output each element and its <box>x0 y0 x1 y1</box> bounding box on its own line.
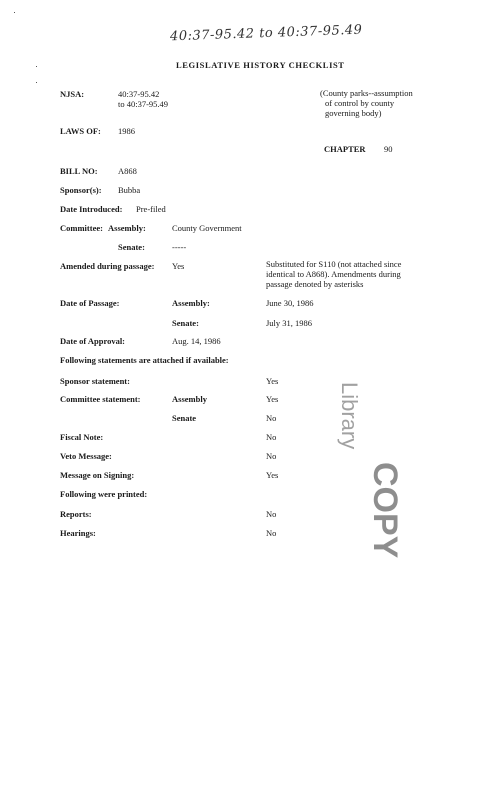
following-printed-heading: Following were printed: <box>60 489 148 499</box>
stamp-text-copy: COPY <box>366 462 404 559</box>
message-on-signing-label: Message on Signing: <box>60 470 135 480</box>
message-on-signing-value: Yes <box>266 470 279 480</box>
committee-statement-senate-value: No <box>266 413 277 423</box>
scan-speck <box>36 82 37 83</box>
njsa-value-line1: 40:37-95.42 <box>118 89 160 99</box>
date-introduced-label: Date Introduced: <box>60 204 123 214</box>
handwritten-note: 40:37-95.42 to 40:37-95.49 <box>169 22 363 45</box>
scan-speck <box>14 12 15 13</box>
sponsor-statement-label: Sponsor statement: <box>60 376 130 386</box>
passage-assembly-value: June 30, 1986 <box>266 298 314 308</box>
library-stamp <box>318 232 408 572</box>
scan-speck <box>36 66 37 67</box>
stamp-text-library: Library <box>337 382 362 450</box>
subject-line2: of control by county <box>325 98 395 108</box>
committee-statement-assembly-value: Yes <box>266 394 279 404</box>
fiscal-note-value: No <box>266 432 277 442</box>
chapter-value: 90 <box>384 144 393 154</box>
following-attached-heading: Following statements are attached if available: <box>60 355 229 365</box>
bill-no-label: BILL NO: <box>60 166 98 176</box>
committee-statement-assembly-label: Assembly <box>172 394 207 404</box>
date-of-passage-label: Date of Passage: <box>60 298 120 308</box>
subject-line1: (County parks--assumption <box>320 88 413 98</box>
date-of-approval-value: Aug. 14, 1986 <box>172 336 221 346</box>
committee-statement-senate-label: Senate <box>172 413 197 423</box>
committee-senate-value: ----- <box>172 242 187 252</box>
sponsor-statement-value: Yes <box>266 376 279 386</box>
hearings-label: Hearings: <box>60 528 96 538</box>
bill-no-value: A868 <box>118 166 137 176</box>
committee-label: Committee: <box>60 223 103 233</box>
hearings-value: No <box>266 528 277 538</box>
date-introduced-value: Pre-filed <box>136 204 166 214</box>
committee-senate-label: Senate: <box>118 242 145 252</box>
laws-of-value: 1986 <box>118 126 135 136</box>
committee-assembly-value: County Government <box>172 223 242 233</box>
page-title: LEGISLATIVE HISTORY CHECKLIST <box>176 60 345 70</box>
amended-label: Amended during passage: <box>60 261 155 271</box>
committee-statement-label: Committee statement: <box>60 394 141 404</box>
subject-line3: governing body) <box>325 108 382 118</box>
veto-message-label: Veto Message: <box>60 451 112 461</box>
amended-note-line3: passage denoted by asterisks <box>266 279 364 289</box>
amended-value: Yes <box>172 261 185 271</box>
njsa-label: NJSA: <box>60 89 85 99</box>
sponsor-value: Bubba <box>118 185 141 195</box>
sponsor-label: Sponsor(s): <box>60 185 102 195</box>
njsa-value-line2: to 40:37-95.49 <box>118 99 169 109</box>
passage-assembly-label: Assembly: <box>172 298 210 308</box>
committee-assembly-label: Assembly: <box>108 223 146 233</box>
passage-senate-value: July 31, 1986 <box>266 318 313 328</box>
passage-senate-label: Senate: <box>172 318 199 328</box>
reports-value: No <box>266 509 277 519</box>
amended-note-line2: identical to A868). Amendments during <box>266 269 401 279</box>
fiscal-note-label: Fiscal Note: <box>60 432 104 442</box>
date-of-approval-label: Date of Approval: <box>60 336 126 346</box>
chapter-label: CHAPTER <box>324 144 366 154</box>
laws-of-label: LAWS OF: <box>60 126 101 136</box>
reports-label: Reports: <box>60 509 92 519</box>
amended-note-line1: Substituted for S110 (not attached since <box>266 259 402 269</box>
veto-message-value: No <box>266 451 277 461</box>
